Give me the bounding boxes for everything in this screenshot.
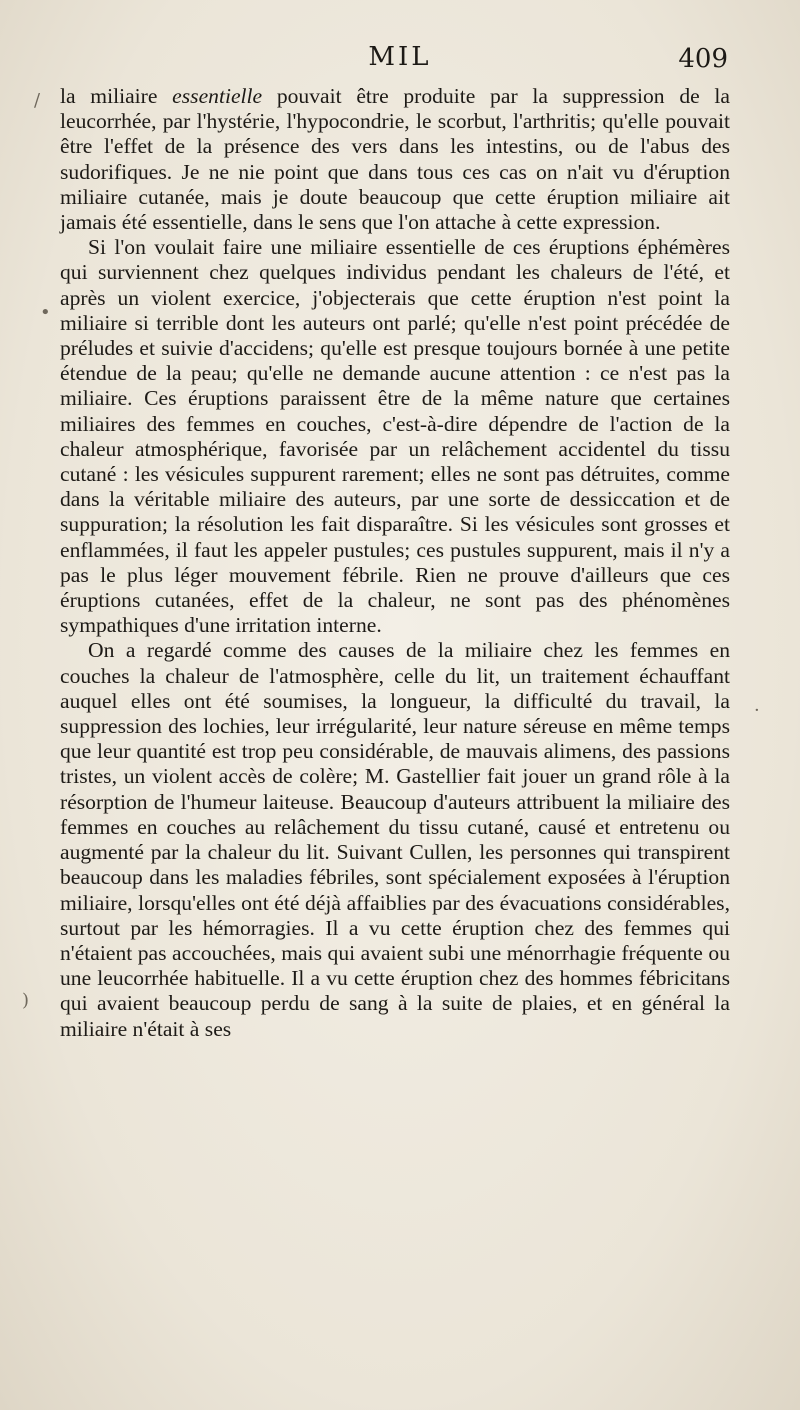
margin-pencil-mark: ) <box>22 990 30 1011</box>
page-number: 409 <box>678 44 728 74</box>
running-head: MIL <box>368 42 432 72</box>
body-text <box>60 84 730 1042</box>
paragraph-1 <box>60 84 730 235</box>
margin-dot-mark: • <box>40 302 51 323</box>
paragraph-3: On a regardé comme des causes de la miliaire chez les femmes en couches la chaleur de l'atmosphère, celle du lit, un traitement échauffant auquel elles ont été soumises, la longueur, la difficulté du travail, la suppression des lochies, leur irrégularité, leur nature séreuse en même temps que leur quantité est trop peu considérable, de mauvais alimens, des passions tristes, un violent accès de colère; M. Gastellier fait jouer un grand rôle à la résorption de l'humeur laiteuse. Beaucoup d'auteurs attribuent la miliaire des femmes en couches au relâchement du tissu cutané, causé et entretenu ou augmenté par la chaleur du lit. Suivant Cullen, les personnes qui transpirent beaucoup dans les maladies fébriles, sont spécialement exposées à l'éruption miliaire, lorsqu'elles ont été déjà affaiblies par des évacuations considérables, surtout par les hémorragies. Il a vu cette éruption chez des femmes qui n'étaient pas accouchées, mais qui avaient subi une ménorrhagie fréquente ou une leucorrhée habituelle. Il a vu cette éruption chez des hommes fébricitans qui avaient beaucoup perdu de sang à la suite de plaies, et en général la miliaire n'était à ses <box>60 638 730 1041</box>
margin-dot-mark: · <box>754 700 760 721</box>
paragraph-2: Si l'on voulait faire une miliaire essentielle de ces éruptions éphémères qui surviennent chez quelques individus pendant les chaleurs de l'été, et après un violent exercice, j'objecterais que cette éruption n'est point la miliaire si terrible dont les auteurs ont parlé; qu'elle n'est point précédée de préludes et suivie d'accidens; qu'elle est presque toujours bornée à une petite étendue de la peau; qu'elle ne demande aucune attention : ce n'est pas la miliaire. Ces éruptions paraissent être de la même nature que certaines miliaires des femmes en couches, c'est-à-dire dépendre de l'action de la chaleur atmosphérique, favorisée par un relâchement accidentel du tissu cutané : les vésicules suppurent rarement; elles ne sont pas détruites, comme dans la véritable miliaire des auteurs, par une sorte de dessiccation et de suppuration; la résolution les fait disparaître. Si les vésicules sont grosses et enflammées, il faut les appeler pustules; ces pustules suppurent, mais il n'y a pas le plus léger mouvement fébrile. Rien ne prouve d'ailleurs que ces éruptions cutanées, effet de la chaleur, ne sont pas des phénomènes sympathiques d'une irritation interne. <box>60 235 730 638</box>
paragraph-1-text-start: la miliaire <box>60 84 173 108</box>
emphasis-essentielle: essentielle <box>172 84 263 108</box>
paragraph-1-text-end: pouvait être produite par la suppression de la leucorrhée, par l'hystérie, l'hypocondrie, le scorbut, l'arthritis; qu'elle pouvait être l'effet de la présence des vers dans les intestins, ou de l'abus des sudorifiques. Je ne nie point que dans tous ces cas on n'ait vu d'éruption miliaire cutanée, mais je doute beaucoup que cette éruption miliaire ait jamais été essentielle, dans le sens que l'on attache à cette expression. <box>60 84 730 235</box>
page-header <box>60 42 740 82</box>
margin-pencil-mark: / <box>34 90 41 111</box>
